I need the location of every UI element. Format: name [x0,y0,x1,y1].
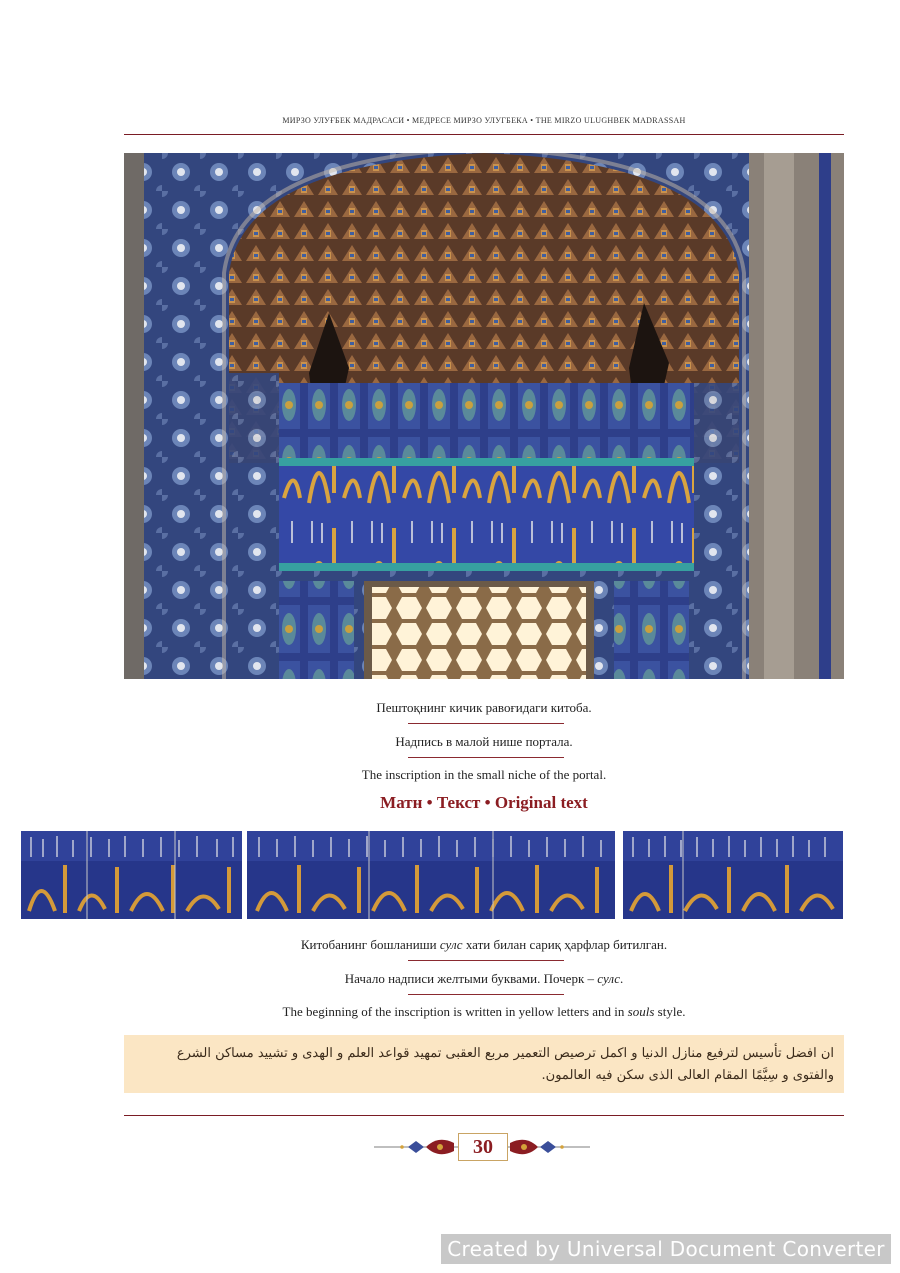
converter-watermark: Created by Universal Document Converter [441,1234,891,1264]
strip-caption-uz [124,937,844,953]
script-style-term: сулс [597,971,620,986]
photo-caption-uz: Пештоқнинг кичик равоғидаги китоба. [376,700,592,715]
running-header: МИРЗО УЛУҒБЕК МАДРАСАСИ • МЕДРЕСЕ МИРЗО УЛУГБЕКА • THE MIRZO ULUGHBEK MADRASSAH [282,116,686,125]
caption-divider [408,723,564,724]
script-style-term: souls [627,1004,655,1019]
caption-text: style. [654,1004,686,1019]
page-number: 30 [458,1133,508,1161]
footer-divider [124,1115,844,1116]
caption-text: Начало надписи желтыми буквами. Почерк – [344,971,598,986]
caption-divider [408,994,564,995]
caption-text: Китобанинг бошланиши [300,937,440,952]
header-divider [124,134,844,135]
caption-divider [408,960,564,961]
photo-caption-ru: Надпись в малой нише портала. [395,734,573,749]
caption-text: . [619,971,624,986]
niche-photo [124,153,844,679]
strip-caption-ru [124,971,844,987]
arabic-original-text: ان افضل تأسیس لترفیع منازل الدنیا و اکمل ترصیص التعمیر مربع العقبی تمهید قواعد العلم و الهدی و تشیید مساکن الشرع والفتوی و سِیَّمًا المقام العالی الذی سکن فیه العالمون. [124,1035,844,1093]
script-style-term: сулс [439,937,463,952]
section-title: Матн • Текст • Original text [380,793,588,812]
inscription-strip-middle [247,831,615,919]
caption-divider [408,757,564,758]
inscription-strip-right [623,831,843,919]
caption-text: хати билан сариқ ҳарфлар битилган. [462,937,668,952]
inscription-strip-left [21,831,242,919]
photo-caption-en: The inscription in the small niche of the portal. [361,767,607,782]
strip-caption-en [124,1004,844,1020]
caption-text: The beginning of the inscription is written in yellow letters and in [282,1004,628,1019]
